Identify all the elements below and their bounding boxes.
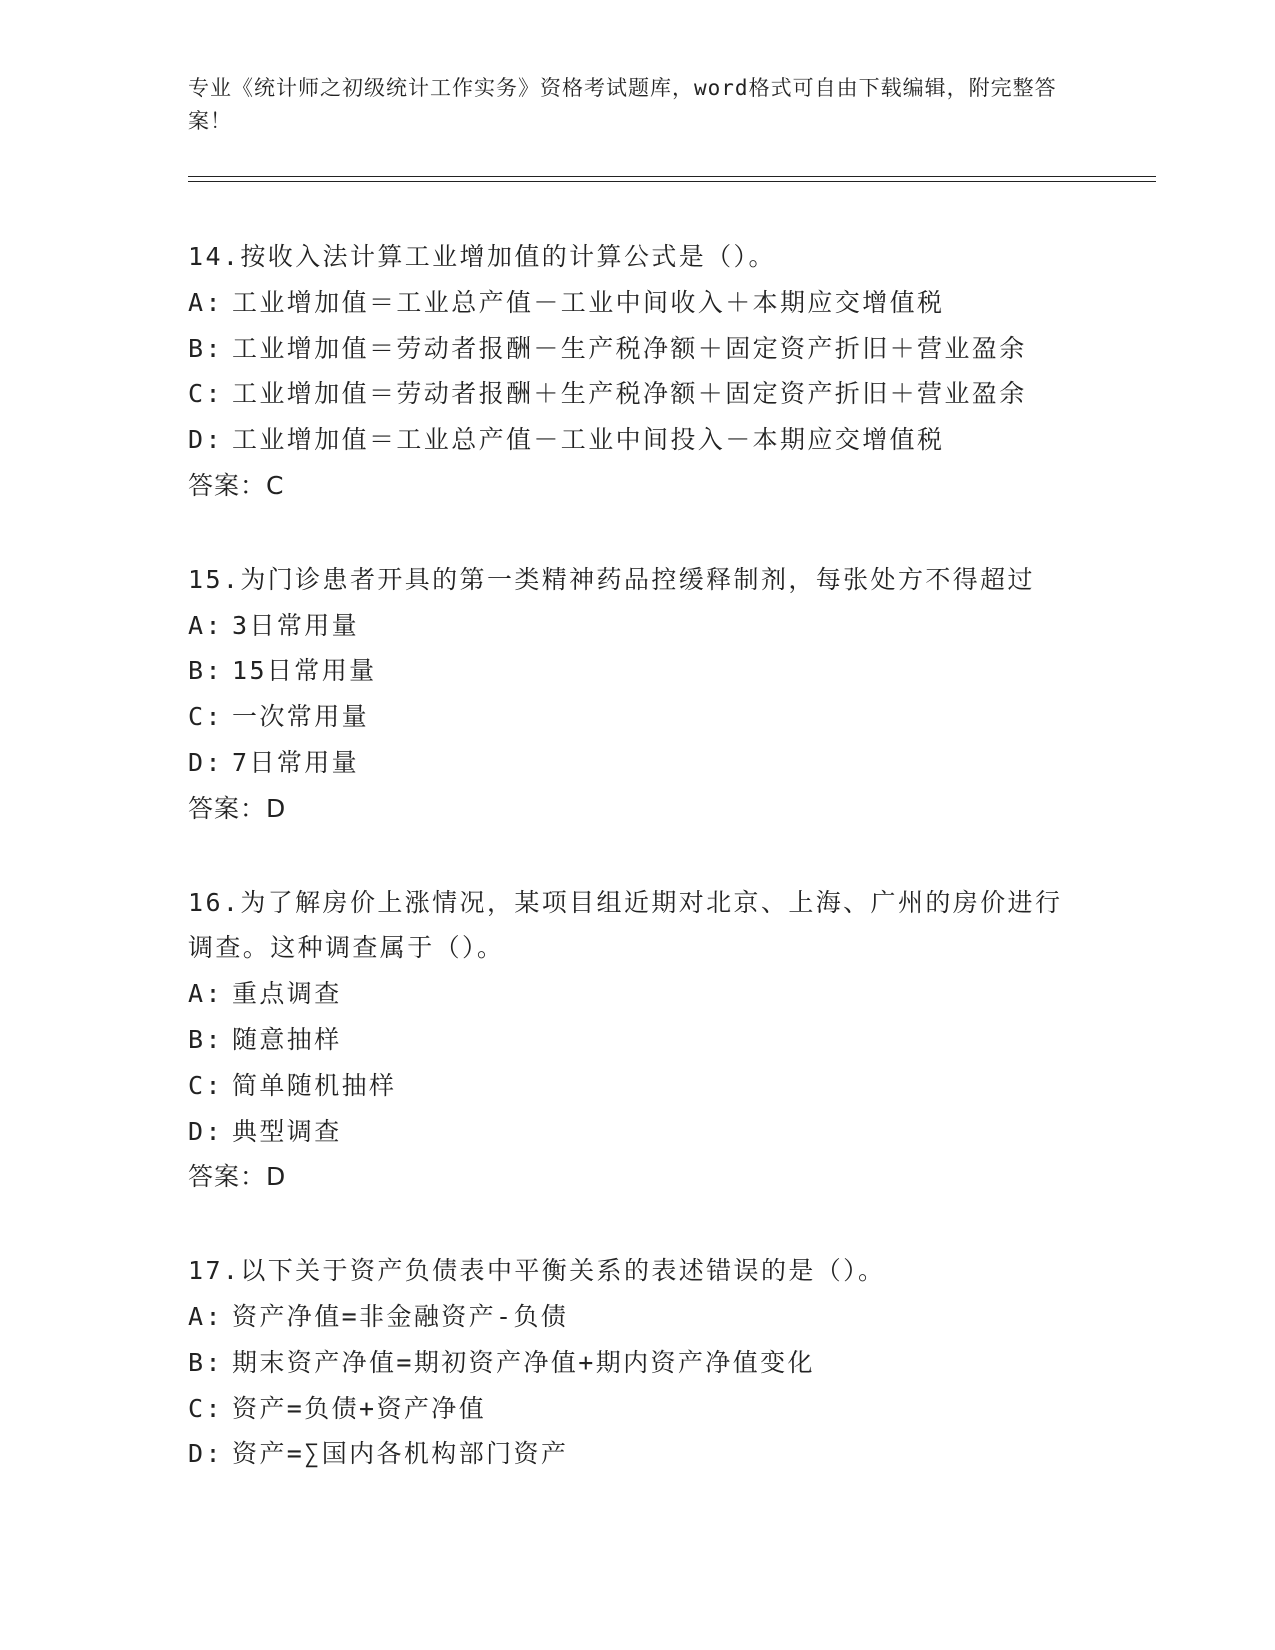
option-a	[188, 280, 1088, 326]
option-label: D:	[188, 747, 223, 777]
option-a	[188, 1294, 1088, 1340]
option-d	[188, 740, 1088, 786]
question-stem: 14.按收入法计算工业增加值的计算公式是（）。	[188, 242, 776, 271]
option-label: C:	[188, 379, 223, 409]
option-label: A:	[188, 287, 223, 317]
header-divider-top	[188, 176, 1156, 177]
option-text: 工业增加值＝劳动者报酬＋生产税净额＋固定资产折旧＋营业盈余	[232, 379, 1027, 409]
option-label: C:	[188, 1393, 223, 1423]
option-d	[188, 417, 1088, 463]
answer-line: 答案：D	[188, 793, 287, 823]
option-text: 工业增加值＝劳动者报酬－生产税净额＋固定资产折旧＋营业盈余	[232, 333, 1027, 363]
option-text: 资产=负债+资产净值	[232, 1393, 487, 1423]
question-stem: 15.为门诊患者开具的第一类精神药品控缓释制剂，每张处方不得超过	[188, 564, 1035, 594]
option-d	[188, 1431, 1088, 1477]
option-text: 7日常用量	[232, 747, 360, 777]
option-label: A:	[188, 1301, 223, 1331]
option-text: 期末资产净值=期初资产净值+期内资产净值变化	[232, 1347, 815, 1377]
option-text: 简单随机抽样	[232, 1070, 397, 1100]
answer-line: 答案：C	[188, 470, 285, 500]
option-text: 15日常用量	[232, 656, 377, 686]
option-c	[188, 694, 1088, 740]
option-b	[188, 326, 1088, 372]
option-label: C:	[188, 1070, 223, 1100]
document-header: 专业《统计师之初级统计工作实务》资格考试题库，word格式可自由下载编辑，附完整答案！	[188, 76, 1057, 133]
option-label: D:	[188, 425, 223, 455]
option-label: B:	[188, 656, 223, 686]
option-c	[188, 1386, 1088, 1432]
option-text: 随意抽样	[232, 1024, 342, 1054]
option-label: A:	[188, 610, 223, 640]
question-16	[188, 880, 1088, 1201]
option-d	[188, 1109, 1088, 1155]
option-c	[188, 1063, 1088, 1109]
option-b	[188, 1340, 1088, 1386]
question-list	[188, 234, 1088, 1525]
option-text: 资产=∑国内各机构部门资产	[232, 1439, 569, 1469]
option-label: B:	[188, 1024, 223, 1054]
option-label: B:	[188, 333, 223, 363]
option-text: 3日常用量	[232, 610, 360, 640]
option-label: B:	[188, 1347, 223, 1377]
option-a	[188, 971, 1088, 1017]
option-text: 重点调查	[232, 979, 342, 1009]
option-label: C:	[188, 702, 223, 732]
option-label: A:	[188, 979, 223, 1009]
answer-line: 答案：D	[188, 1162, 287, 1192]
option-b	[188, 648, 1088, 694]
option-text: 典型调查	[232, 1116, 342, 1146]
question-14	[188, 234, 1088, 509]
question-15	[188, 557, 1088, 832]
option-label: D:	[188, 1439, 223, 1469]
option-c	[188, 371, 1088, 417]
question-stem: 17.以下关于资产负债表中平衡关系的表述错误的是（）。	[188, 1256, 886, 1286]
option-text: 工业增加值＝工业总产值－工业中间投入－本期应交增值税	[232, 425, 945, 455]
question-17	[188, 1248, 1088, 1477]
option-b	[188, 1017, 1088, 1063]
question-stem: 16.为了解房价上涨情况，某项目组近期对北京、上海、广州的房价进行调查。这种调查属于（）。	[188, 887, 1063, 963]
option-text: 资产净值=非金融资产-负债	[232, 1301, 569, 1331]
header-divider-bottom	[188, 181, 1156, 182]
option-label: D:	[188, 1116, 223, 1146]
option-text: 工业增加值＝工业总产值－工业中间收入＋本期应交增值税	[232, 287, 945, 317]
option-a	[188, 603, 1088, 649]
option-text: 一次常用量	[232, 702, 370, 732]
